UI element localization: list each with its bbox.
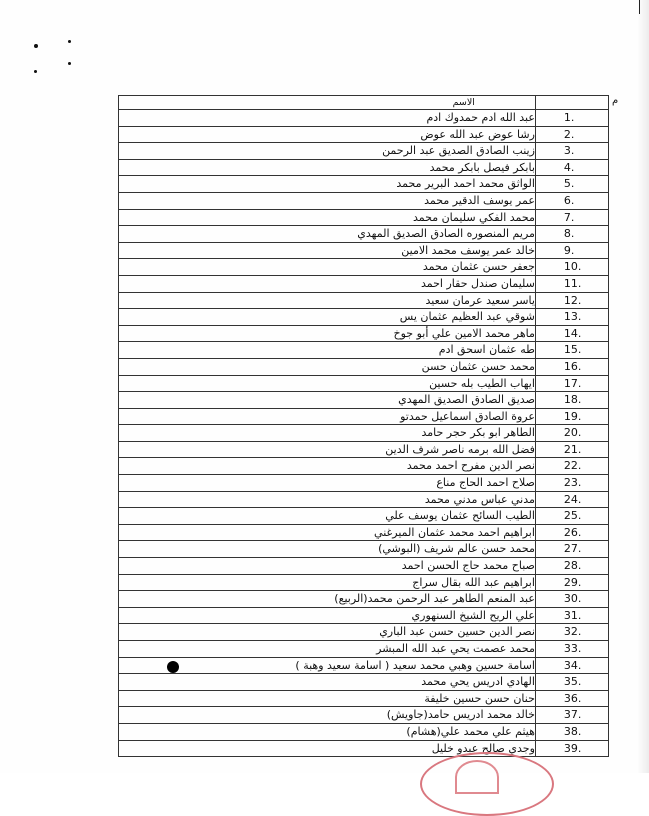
person-name-cell: خالد محمد ادريس حامد(جاويش) (119, 707, 536, 724)
table-row (119, 657, 609, 674)
table-row (119, 707, 609, 724)
number-header-mark: م (612, 95, 619, 106)
row-number-cell: 2. (535, 126, 608, 143)
table-row (119, 358, 609, 375)
row-number-cell: 32. (535, 624, 608, 641)
person-name-cell: مدني عباس مدني محمد (119, 491, 536, 508)
row-number-cell: 35. (535, 674, 608, 691)
table-row (119, 392, 609, 409)
person-name-cell: فضل الله برمه ناصر شرف الدين (119, 441, 536, 458)
table-row (119, 574, 609, 591)
table-row (119, 275, 609, 292)
number-column-header (535, 96, 608, 110)
person-name-cell: الطاهر ابو بكر حجر حامد (119, 425, 536, 442)
row-number-cell: 20. (535, 425, 608, 442)
person-name-cell: نصر الدين حسين حسن عبد الباري (119, 624, 536, 641)
row-number-cell: 11. (535, 275, 608, 292)
ink-speck (68, 40, 71, 43)
row-number-cell: 23. (535, 475, 608, 492)
person-name-cell: سليمان صندل حقار احمد (119, 275, 536, 292)
table-row (119, 375, 609, 392)
person-name-cell: عمر يوسف الدقير محمد (119, 192, 536, 209)
person-name-cell: ياسر سعيد عرمان سعيد (119, 292, 536, 309)
row-number-cell: 15. (535, 342, 608, 359)
row-number-cell: 16. (535, 358, 608, 375)
ink-speck (34, 44, 38, 48)
person-name-cell: ماهر محمد الامين علي أبو جوخ (119, 325, 536, 342)
row-number-cell: 7. (535, 209, 608, 226)
person-name-cell: محمد الفكي سليمان محمد (119, 209, 536, 226)
row-number-cell: 29. (535, 574, 608, 591)
row-number-cell: 19. (535, 408, 608, 425)
table-row (119, 591, 609, 608)
table-row (119, 690, 609, 707)
ink-speck (68, 62, 71, 65)
person-name-cell: نصر الدين مفرح احمد محمد (119, 458, 536, 475)
row-number-cell: 13. (535, 309, 608, 326)
person-name-cell: محمد حسن عالم شريف (البوشي) (119, 541, 536, 558)
table-row (119, 740, 609, 757)
person-name-cell: بابكر فيصل بابكر محمد (119, 159, 536, 176)
table-row (119, 408, 609, 425)
person-name-cell: حنان حسن حسين خليفة (119, 690, 536, 707)
table-row (119, 508, 609, 525)
person-name-cell: هيثم علي محمد علي(هشام) (119, 723, 536, 740)
table-row (119, 641, 609, 658)
row-number-cell: 17. (535, 375, 608, 392)
person-name-cell: ايهاب الطيب بله حسين (119, 375, 536, 392)
row-number-cell: 34. (535, 657, 608, 674)
person-name-cell: الهادي ادريس يحي محمد (119, 674, 536, 691)
table-row (119, 259, 609, 276)
table-row (119, 674, 609, 691)
table-row (119, 524, 609, 541)
person-name-cell: محمد حسن عثمان حسن (119, 358, 536, 375)
table-row (119, 342, 609, 359)
person-name-cell: الواثق محمد احمد البرير محمد (119, 176, 536, 193)
person-name-cell: خالد عمر يوسف محمد الامين (119, 242, 536, 259)
black-dot (167, 661, 179, 673)
table-body (119, 110, 609, 757)
person-name-cell: عروة الصادق اسماعيل حمدتو (119, 408, 536, 425)
table-row (119, 491, 609, 508)
row-number-cell: 33. (535, 641, 608, 658)
table-row (119, 325, 609, 342)
person-name-cell: اسامة حسين وهبي محمد سعيد ( اسامة سعيد وهبة ) (119, 657, 536, 674)
table-row (119, 192, 609, 209)
person-name-cell: صباح محمد حاج الحسن احمد (119, 558, 536, 575)
row-number-cell: 38. (535, 723, 608, 740)
table-row (119, 723, 609, 740)
person-name-cell: عبد المنعم الطاهر عبد الرحمن محمد(الربيع) (119, 591, 536, 608)
table-row (119, 110, 609, 127)
table-row (119, 425, 609, 442)
table-row (119, 309, 609, 326)
person-name-cell: علي الريح الشيخ السنهوري (119, 607, 536, 624)
row-number-cell: 27. (535, 541, 608, 558)
row-number-cell: 30. (535, 591, 608, 608)
row-number-cell: 28. (535, 558, 608, 575)
person-name-cell: طه عثمان اسحق ادم (119, 342, 536, 359)
table-row (119, 143, 609, 160)
row-number-cell: 1. (535, 110, 608, 127)
table-header-row (119, 96, 609, 110)
person-name-cell: الطيب السائح عثمان يوسف علي (119, 508, 536, 525)
page-edge-shadow (637, 0, 649, 773)
table-row (119, 624, 609, 641)
person-name-cell: جعفر حسن عثمان محمد (119, 259, 536, 276)
person-name-cell: محمد عصمت يحي عبد الله المبشر (119, 641, 536, 658)
table-row (119, 176, 609, 193)
row-number-cell: 21. (535, 441, 608, 458)
row-number-cell: 18. (535, 392, 608, 409)
row-number-cell: 4. (535, 159, 608, 176)
row-number-cell: 8. (535, 226, 608, 243)
table-row (119, 159, 609, 176)
corner-mark (639, 0, 640, 14)
table-row (119, 558, 609, 575)
name-column-header: الاسم (119, 96, 536, 110)
row-number-cell: 37. (535, 707, 608, 724)
table-row (119, 607, 609, 624)
table-row (119, 242, 609, 259)
table-row (119, 292, 609, 309)
person-name-cell: عبد الله ادم حمدوك ادم (119, 110, 536, 127)
row-number-cell: 31. (535, 607, 608, 624)
person-name-cell: مريم المنصوره الصادق الصديق المهدي (119, 226, 536, 243)
person-name-cell: شوقي عبد العظيم عثمان يس (119, 309, 536, 326)
table-row (119, 458, 609, 475)
person-name-cell: ابراهيم احمد محمد عثمان الميرغني (119, 524, 536, 541)
table-row (119, 226, 609, 243)
table-row (119, 209, 609, 226)
row-number-cell: 26. (535, 524, 608, 541)
row-number-cell: 3. (535, 143, 608, 160)
person-name-cell: وجدي صالح عبدو خليل (119, 740, 536, 757)
person-name-cell: رشا عوض عبد الله عوض (119, 126, 536, 143)
row-number-cell: 24. (535, 491, 608, 508)
person-name-cell: ابراهيم عبد الله بقال سراج (119, 574, 536, 591)
row-number-cell: 12. (535, 292, 608, 309)
row-number-cell: 14. (535, 325, 608, 342)
row-number-cell: 5. (535, 176, 608, 193)
row-number-cell: 25. (535, 508, 608, 525)
ink-speck (34, 70, 37, 73)
row-number-cell: 22. (535, 458, 608, 475)
row-number-cell: 39. (535, 740, 608, 757)
table-row (119, 441, 609, 458)
person-name-cell: زينب الصادق الصديق عبد الرحمن (119, 143, 536, 160)
names-table (118, 95, 609, 757)
table-row (119, 541, 609, 558)
row-number-cell: 9. (535, 242, 608, 259)
person-name-cell: صلاح احمد الحاج مناع (119, 475, 536, 492)
row-number-cell: 36. (535, 690, 608, 707)
row-number-cell: 10. (535, 259, 608, 276)
person-name-cell: صديق الصادق الصديق المهدي (119, 392, 536, 409)
row-number-cell: 6. (535, 192, 608, 209)
official-stamp-inner (455, 760, 499, 794)
table-row (119, 475, 609, 492)
table-row (119, 126, 609, 143)
